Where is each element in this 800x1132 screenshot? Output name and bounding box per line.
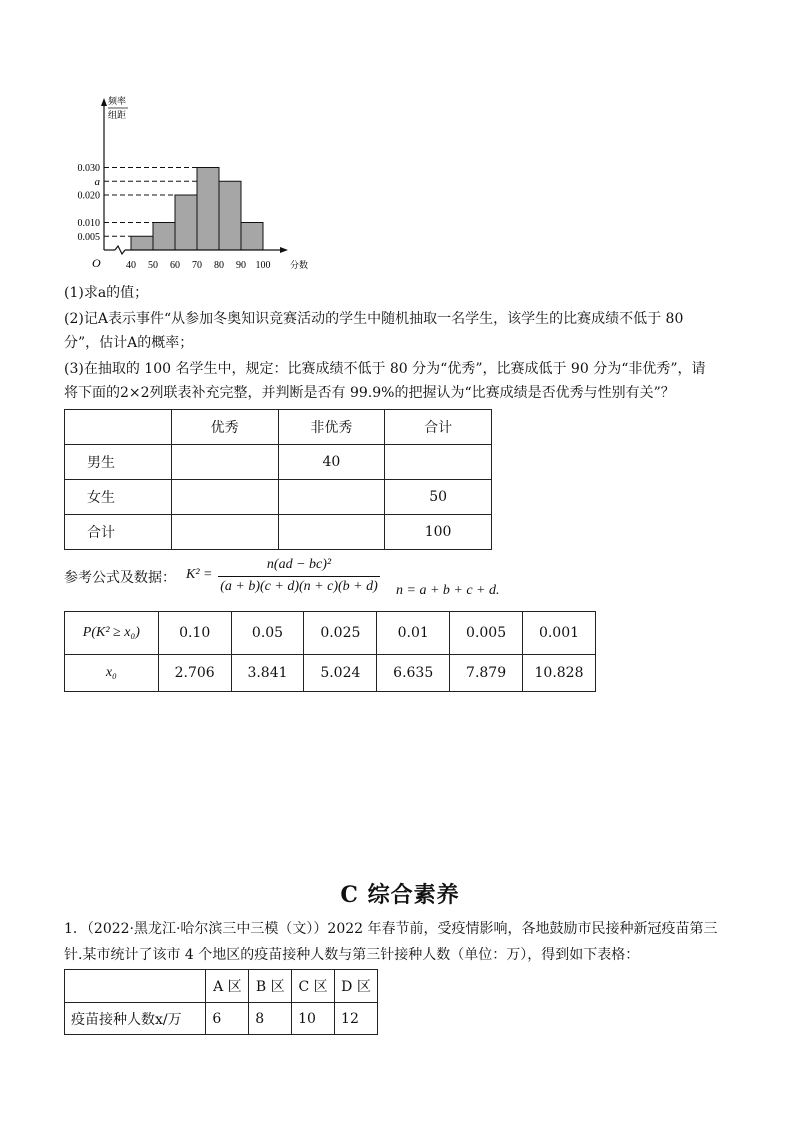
table-cell: 6 — [206, 1003, 249, 1035]
x-tick-label: 90 — [236, 260, 246, 271]
k2-symbol: K² = — [186, 567, 213, 582]
y-tick-label: 0.020 — [77, 190, 100, 202]
table-cell: 0.01 — [377, 612, 450, 655]
table-cell: 0.005 — [450, 612, 523, 655]
formula-denominator: (a + b)(c + d)(n + c)(b + d) — [220, 579, 378, 594]
fraction-bar — [218, 576, 380, 577]
question-2-line-1: (2)记A表示事件“从参加冬奥知识竞赛活动的学生中随机抽取一名学生，该学生的比赛成绩不低于 80 — [64, 311, 684, 327]
table-cell: 0.001 — [523, 612, 596, 655]
question-3-line-1: (3)在抽取的 100 名学生中，规定：比赛成绩不低于 80 分为“优秀”，比赛成低于 90 分为“非优秀”，请 — [64, 361, 706, 377]
row-label: P(K² ≥ x₀) — [65, 612, 159, 655]
row-label: 疫苗接种人数x/万 — [65, 1003, 206, 1035]
y-axis-label-bottom: 组距 — [108, 110, 127, 120]
x-tick-label: 40 — [126, 260, 136, 271]
reference-prefix: 参考公式及数据： — [64, 570, 176, 586]
table-cell: 50 — [385, 480, 492, 515]
vaccine-table — [64, 969, 378, 1035]
k2-critical-table — [64, 611, 596, 692]
table-row — [65, 480, 492, 515]
y-axis-label-top: 频率 — [108, 96, 127, 106]
y-axis-arrow — [101, 98, 107, 106]
table-cell: 6.635 — [377, 655, 450, 692]
table-header: D 区 — [335, 970, 378, 1003]
frequency-histogram — [60, 90, 320, 275]
table-header: 优秀 — [171, 410, 278, 445]
table-row — [65, 410, 492, 445]
table-cell: 5.024 — [304, 655, 377, 692]
table-cell: 10.828 — [523, 655, 596, 692]
x-tick-label: 80 — [214, 260, 224, 271]
section-title: C 综合素养 — [340, 882, 460, 908]
table-cell: 40 — [278, 445, 385, 480]
problem-1-line-2: 针.某市统计了该市 4 个地区的疫苗接种人数与第三针接种人数（单位：万），得到如下表格： — [64, 947, 640, 963]
table-cell: 0.025 — [304, 612, 377, 655]
table-cell: 12 — [335, 1003, 378, 1035]
table-cell — [65, 410, 172, 445]
origin-label: O — [92, 256, 101, 270]
table-cell — [171, 480, 278, 515]
y-tick-label: a — [94, 175, 100, 188]
table-cell: 0.10 — [158, 612, 231, 655]
histogram-bar — [153, 223, 175, 251]
row-label: 合计 — [65, 515, 172, 550]
table-row — [65, 612, 596, 655]
question-3-line-2: 将下面的2×2列联表补充完整，并判断是否有 99.9%的把握认为“比赛成绩是否优秀与性别有关”？ — [64, 385, 675, 401]
table-cell: 7.879 — [450, 655, 523, 692]
histogram-bar — [241, 223, 263, 251]
x-axis-label: 分数 — [290, 260, 309, 270]
histogram-bar — [197, 168, 219, 251]
x-tick-label: 50 — [148, 260, 158, 271]
n-definition: n = a + b + c + d. — [396, 583, 500, 598]
table-cell: 0.05 — [231, 612, 304, 655]
axis-break-mark — [115, 246, 125, 254]
row-label: 女生 — [65, 480, 172, 515]
table-cell — [278, 480, 385, 515]
table-cell: 2.706 — [158, 655, 231, 692]
y-tick-label: 0.010 — [77, 218, 100, 229]
table-header: 合计 — [385, 410, 492, 445]
table-header: B 区 — [249, 970, 292, 1003]
x-tick-label: 60 — [170, 260, 180, 271]
table-cell: 3.841 — [231, 655, 304, 692]
question-2-line-2: 分”，估计A的概率； — [64, 335, 194, 351]
formula-numerator: n(ad − bc)² — [266, 557, 332, 572]
y-tick-label: 0.030 — [77, 163, 100, 174]
table-row — [65, 970, 378, 1003]
x-tick-label: 100 — [255, 260, 271, 271]
table-cell — [65, 970, 206, 1003]
histogram-bar — [219, 181, 241, 250]
problem-1-line-1: 1．（2022·黑龙江·哈尔滨三中三模（文））2022 年春节前，受疫情影响，各地鼓励市民接种新冠疫苗第三 — [64, 921, 718, 937]
table-row — [65, 1003, 378, 1035]
table-header: 非优秀 — [278, 410, 385, 445]
x-tick-label: 70 — [192, 260, 202, 271]
table-cell — [171, 445, 278, 480]
table-header: A 区 — [206, 970, 249, 1003]
table-row — [65, 655, 596, 692]
table-row — [65, 515, 492, 550]
table-header: C 区 — [292, 970, 335, 1003]
question-1: (1)求a的值； — [64, 285, 149, 301]
contingency-table — [64, 409, 492, 550]
row-label: x₀ — [65, 655, 159, 692]
table-cell: 100 — [385, 515, 492, 550]
x-axis-arrow — [280, 247, 288, 253]
histogram-bar — [175, 195, 197, 250]
row-label: 男生 — [65, 445, 172, 480]
table-cell: 10 — [292, 1003, 335, 1035]
y-tick-label: 0.005 — [77, 231, 100, 243]
table-row — [65, 445, 492, 480]
histogram-bar — [131, 236, 153, 250]
table-cell: 8 — [249, 1003, 292, 1035]
table-cell — [278, 515, 385, 550]
table-cell — [385, 445, 492, 480]
table-cell — [171, 515, 278, 550]
